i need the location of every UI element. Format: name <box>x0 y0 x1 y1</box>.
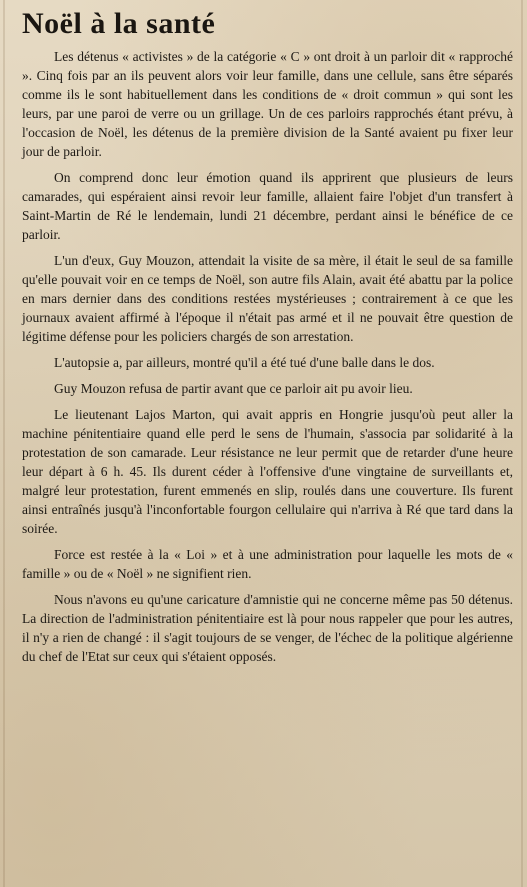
article-paragraph: L'autopsie a, par ailleurs, montré qu'il a été tué d'une balle dans le dos. <box>54 355 435 370</box>
article-paragraph: On comprend donc leur émotion quand ils apprirent que plusieurs de leurs camarades, qui espéraient ainsi revoir leur famille, allaient faire l'objet d'un transfert à Saint-Martin de Ré le lendemain, lundi 21 décembre, perdant ainsi le bénéfice de ce parloir. <box>22 170 513 242</box>
article-paragraph: Les détenus « activistes » de la catégorie « C » ont droit à un parloir dit « rapproché ». Cinq fois par an ils peuvent alors voir leur famille, dans une cellule, sans être séparés comme ils le sont habituellement dans les conditions de « droit commun » qui sont les leurs, par une paroi de verre ou un grillage. Un de ces parloirs rapprochés étant prévu, à l'occasion de Noël, les détenus de la première division de la Santé avaient pu fixer leur jour de parloir. <box>22 49 513 159</box>
article-paragraph: Nous n'avons eu qu'une caricature d'amnistie qui ne concerne même pas 50 détenus. La direction de l'administration pénitentiaire est là pour nous rappeler que pour les autres, il n'y a rien de changé : il s'agit toujours de se venger, de l'échec de la politique algérienne du chef de l'Etat sur ceux qui s'étaient opposés. <box>22 592 513 664</box>
article-paragraph: Force est restée à la « Loi » et à une administration pour laquelle les mots de « famille » ou de « Noël » ne signifient rien. <box>22 547 513 581</box>
article-paragraph: Le lieutenant Lajos Marton, qui avait appris en Hongrie jusqu'où peut aller la machine pénitentiaire quand elle perd le sens de l'humain, s'associa par solidarité à la protestation de son camarade. Leur résistance ne leur permit que de retarder d'une heure leur départ à 6 h. 45. Ils durent céder à l'offensive d'une vingtaine de surveillants et, malgré leur protestation, furent emmenés en slip, roulés dans une couverture. Ils furent ainsi entraînés jusqu'à l'inconfortable fourgon cellulaire qui n'arriva à Ré que tard dans la soirée. <box>22 407 513 536</box>
article-paragraph: Guy Mouzon refusa de partir avant que ce parloir ait pu avoir lieu. <box>54 381 413 396</box>
paper-edge-left <box>3 0 5 887</box>
article-body <box>22 47 513 666</box>
article-paragraph: L'un d'eux, Guy Mouzon, attendait la visite de sa mère, il était le seul de sa famille qu'elle pouvait voir en ce temps de Noël, son autre fils Alain, avait été abattu par la police en mars dernier dans des conditions restées mystérieuses ; contrairement à ce que les journaux avaient affirmé à l'époque il n'était pas armé et il ne pouvait être question de légitime défense pour les policiers chargés de son arrestation. <box>22 253 513 344</box>
article-headline: Noël à la santé <box>22 7 216 40</box>
paper-edge-right <box>521 0 523 887</box>
